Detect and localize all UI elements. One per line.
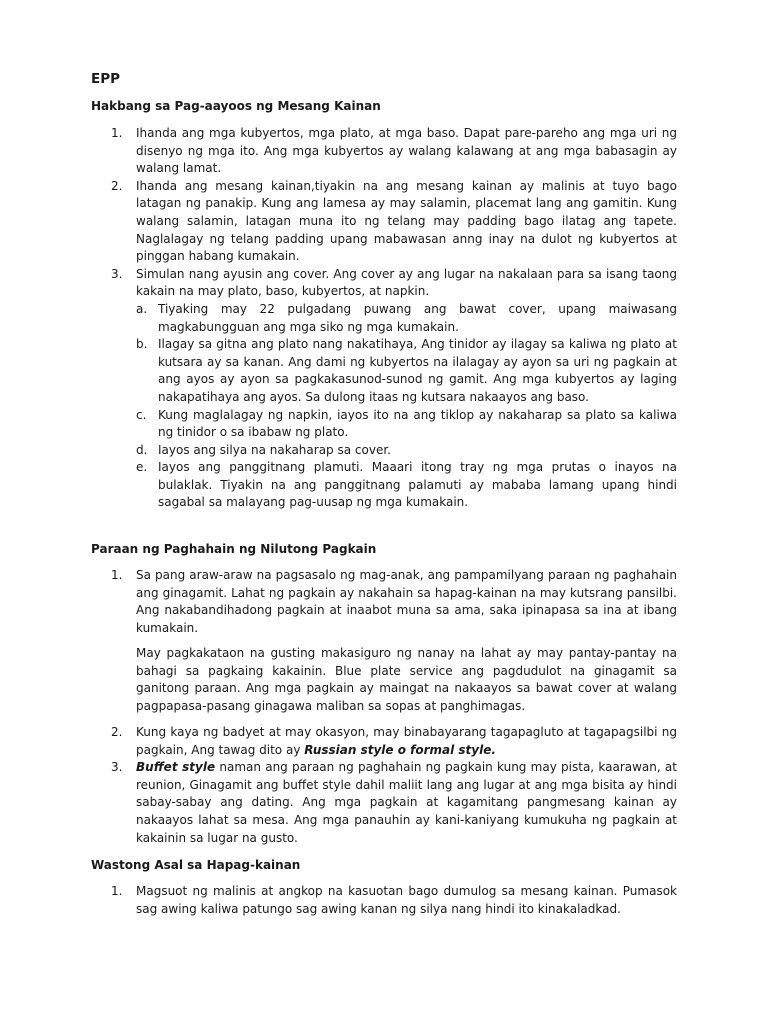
section-heading-paghahain: Paraan ng Paghahain ng Nilutong Pagkain: [91, 542, 377, 556]
section-heading-wastong-asal: Wastong Asal sa Hapag-kainan: [91, 858, 301, 872]
item-number: 3.: [111, 760, 123, 775]
sub-item-text: Iayos ang panggitnang plamuti. Maaari itong tray ng mga prutas o inayos na bulaklak. Tiyakin na ang panggitnang palamuti ay mababa lamang upang hindi sagabal sa malayang pag-uusap ng mga kumakain.: [158, 460, 677, 510]
list-item: [91, 125, 677, 178]
item-number: 1.: [111, 884, 123, 898]
item-text: Sa pang araw-araw na pagsasalo ng mag-anak, ang pampamilyang paraan ng paghahain ang ginagamit. Lahat ng pagkain ay nakahain sa hapag-kainan na may kutsrang pansilbi. Ang nakabandihadong pagkain at inaabot muna sa ama, saka ipinapasa sa ina at ibang kumakain.: [136, 568, 677, 635]
list-item: [91, 567, 677, 637]
section-heading-pag-aayos: Hakbang sa Pag-aayoos ng Mesang Kainan: [91, 99, 381, 113]
list-item: [91, 759, 677, 847]
item-text: Ihanda ang mesang kainan,tiyakin na ang mesang kainan ay malinis at tuyo bago latagan ng panakip. Kung ang lamesa ay may salamin, placemat lang ang gamitin. Kung walang salamin, latagan muna ito ng telang may padding bago ilatag ang tapete. Naglalagay ng telang padding upang mabawasan anng inay na dulot ng kubyertos at pinggan habang kumakain.: [136, 178, 677, 264]
item-number: 2.: [111, 725, 123, 739]
sub-item: [136, 301, 677, 336]
item-text: Ihanda ang mga kubyertos, mga plato, at mga baso. Dapat pare-pareho ang mga uri ng disenyo ng mga ito. Ang mga kubyertos ay walang kalawang at ang mga babasagin ay walang lamat.: [136, 126, 677, 176]
item-number: 2.: [111, 178, 123, 193]
item-text: Simulan nang ayusin ang cover. Ang cover ay ang lugar na nakalaan para sa isang taong kakain na may plato, baso, kubyertos, at napkin.: [136, 266, 677, 299]
list-wastong-asal: [91, 883, 677, 918]
list-paghahain-continued: [91, 724, 677, 847]
list-item: [91, 724, 677, 759]
sub-item-letter: c.: [136, 407, 147, 422]
sub-item-text: Ilagay sa gitna ang plato nang nakatihaya, Ang tinidor ay ilagay sa kaliwa ng plato at kutsara ay sa kanan. Ang dami ng kubyertos na ilalagay ay ayon sa uri ng pagkain at ang ayos ay ayon sa pagkakasunod-sunod ng gamit. Ang mga kubyertos ay laging nakapatihaya ang ayos. Sa dulong itaas ng kutsara nakaayos ang baso.: [158, 337, 677, 404]
emphasis-text: Buffet style: [136, 760, 216, 775]
item-number: 3.: [111, 266, 123, 281]
list-paghahain: [91, 567, 677, 637]
item-number: 1.: [111, 568, 123, 582]
item-text: Kung kaya ng badyet at may okasyon, may binabayarang tagapagluto at tagapagsilbi ng pagkain, Ang tawag dito ay: [136, 725, 677, 757]
list-item: [91, 266, 677, 512]
sub-item: [136, 336, 677, 406]
sub-item-text: Tiyaking may 22 pulgadang puwang ang bawat cover, upang maiwasang magkabungguan ang mga siko ng mga kumakain.: [158, 301, 677, 334]
sub-item-letter: e.: [136, 460, 148, 475]
list-paragraph: [91, 645, 677, 715]
item-text: naman ang paraan ng paghahain ng pagkain kung may pista, kaarawan, at reunion, Ginagamit ang buffet style dahil maliit lang ang lugar at ang mga bisita ay hindi sabay-sabay ang dating. Ang mga pagkain at kagamitang pangmesang kainan ay nakaayos lahat sa mesa. Ang mga panauhin ay kani-kaniyang kumukuha ng pagkain at kakainin sa lugar na gusto.: [136, 760, 677, 845]
sub-item-text: Kung maglalagay ng napkin, iayos ito na ang tiklop ay nakaharap sa plato sa kaliwa ng tinidor o sa ibabaw ng plato.: [158, 407, 677, 440]
list-pag-aayos: [91, 125, 677, 512]
sub-item-letter: d.: [136, 442, 148, 457]
sub-item: [136, 459, 677, 512]
sub-item: [136, 442, 677, 460]
body-paragraph: May pagkakataon na gusting makasiguro ng nanay na lahat ay may pantay-pantay na bahagi sa pagkaing kakainin. Blue plate service ang pagdudulot na ginagamit sa ganitong paraan. Ang mga pagkain ay maingat na nakaayos sa bawat cover at walang pagpapasa-pasang ginagawa maliban sa sopas at panghimagas.: [136, 646, 677, 713]
sub-item: [136, 407, 677, 442]
item-number: 1.: [111, 126, 123, 140]
list-item: [91, 178, 677, 266]
document-title: EPP: [91, 71, 121, 87]
item-text: Magsuot ng malinis at angkop na kasuotan bago dumulog sa mesang kainan. Pumasok sag awing kaliwa patungo sag awing kanan ng silya nang hindi ito kinakaladkad.: [136, 884, 677, 916]
sub-item-letter: a.: [136, 301, 148, 316]
list-item: [91, 883, 677, 918]
sub-item-letter: b.: [136, 337, 148, 352]
sub-item-text: Iayos ang silya na nakaharap sa cover.: [158, 442, 391, 457]
emphasis-text: Russian style o formal style.: [304, 742, 496, 757]
